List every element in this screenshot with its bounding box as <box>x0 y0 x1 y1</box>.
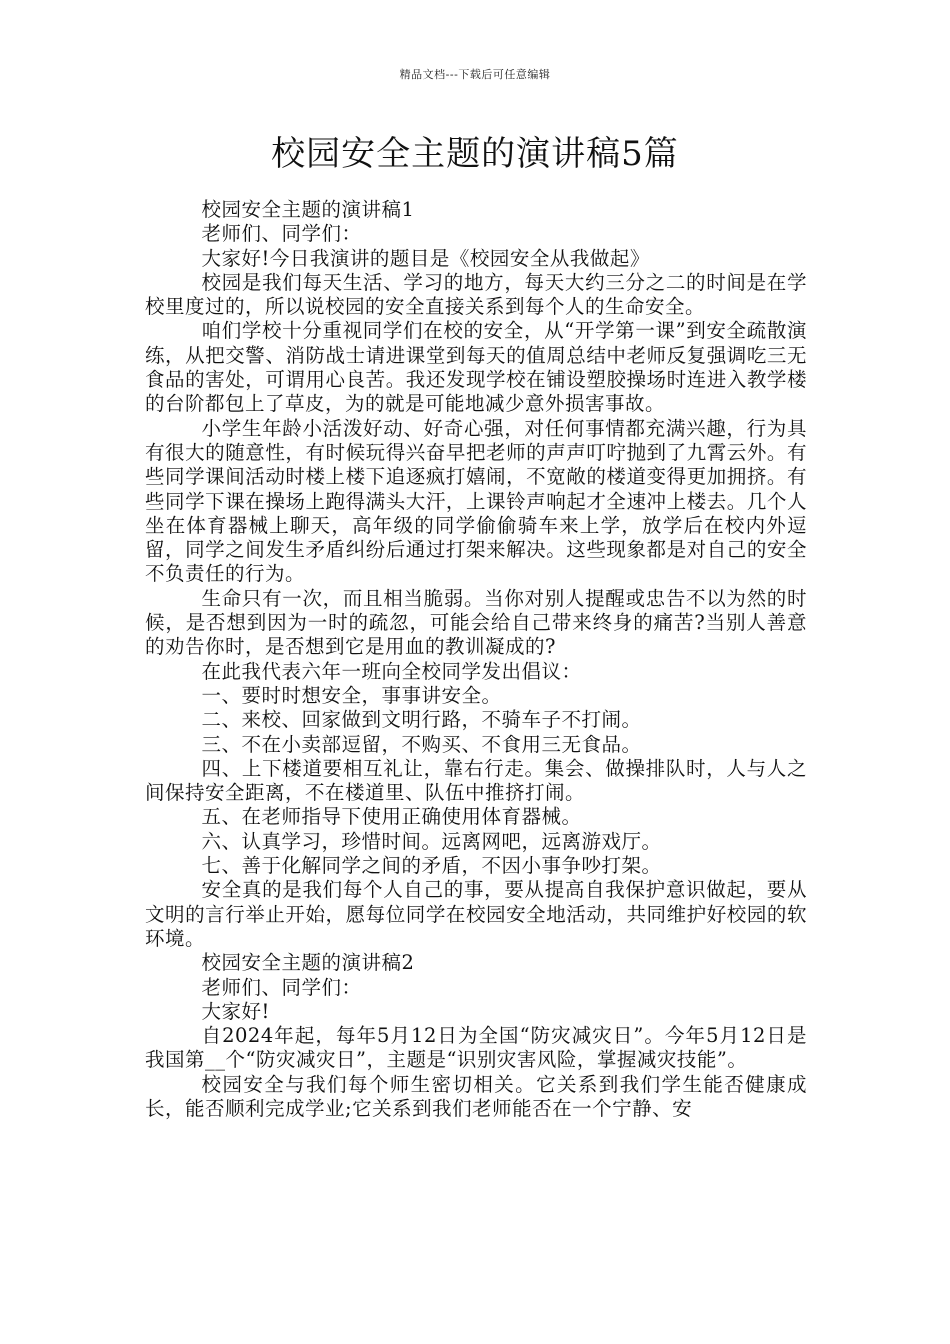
body-paragraph: 生命只有一次，而且相当脆弱。当你对别人提醒或忠告不以为然的时候，是否想到因为一时的疏忽，可能会给自己带来终身的痛苦?当别人善意的劝告你时，是否想到它是用血的教训凝成的? <box>145 586 807 659</box>
proposal-item: 四、上下楼道要相互礼让，靠右行走。集会、做操排队时，人与人之间保持安全距离，不在楼道里、队伍中推挤打闹。 <box>145 756 807 805</box>
document-title: 校园安全主题的演讲稿5篇 <box>271 134 679 174</box>
proposal-item: 五、在老师指导下使用正确使用体育器械。 <box>201 805 582 829</box>
proposal-item: 七、善于化解同学之间的矛盾，不因小事争吵打架。 <box>201 854 662 878</box>
proposal-item: 三、不在小卖部逗留，不购买、不食用三无食品。 <box>201 732 642 756</box>
body-paragraph: 自2024年起，每年5月12日为全国“防灾减灾日”。今年5月12日是我国第__个“防灾减灾日”，主题是“识别灾害风险，掌握减灾技能”。 <box>145 1024 807 1072</box>
proposal-item: 一、要时时想安全，事事讲安全。 <box>201 683 502 707</box>
closing-paragraph: 安全真的是我们每个人自己的事，要从提高自我保护意识做起，要从文明的言行举止开始，愿每位同学在校园安全地活动，共同维护好校园的软环境。 <box>145 878 807 950</box>
opening: 大家好!今日我演讲的题目是《校园安全从我做起》 <box>201 246 650 270</box>
body-paragraph: 校园安全与我们每个师生密切相关。它关系到我们学生能否健康成长，能否顺利完成学业;它关系到我们老师能否在一个宁静、安 <box>145 1072 807 1120</box>
opening: 大家好! <box>201 999 270 1023</box>
speech-2-heading: 校园安全主题的演讲稿2 <box>201 951 415 975</box>
greeting: 老师们、同学们： <box>201 222 362 246</box>
body-paragraph: 校园是我们每天生活、学习的地方，每天大约三分之二的时间是在学校里度过的，所以说校园的安全直接关系到每个人的生命安全。 <box>145 270 807 319</box>
body-paragraph: 小学生年龄小活泼好动、好奇心强，对任何事情都充满兴趣，行为具有很大的随意性，有时候玩得兴奋早把老师的声声叮咛抛到了九霄云外。有些同学课间活动时楼上楼下追逐疯打嬉闹，不宽敞的楼道变得更加拥挤。有些同学下课在操场上跑得满头大汗，上课铃声响起才全速冲上楼去。几个人坐在体育器械上聊天，高年级的同学偷偷骑车来上学，放学后在校内外逗留，同学之间发生矛盾纠纷后通过打架来解决。这些现象都是对自己的安全不负责任的行为。 <box>145 416 807 586</box>
proposal-item: 二、来校、回家做到文明行路，不骑车子不打闹。 <box>201 708 642 732</box>
proposal-item: 六、认真学习，珍惜时间。远离网吧，远离游戏厅。 <box>201 829 662 853</box>
greeting: 老师们、同学们： <box>201 975 362 999</box>
document-body <box>145 198 807 1121</box>
speech-1-heading: 校园安全主题的演讲稿1 <box>201 198 415 221</box>
body-paragraph: 咱们学校十分重视同学们在校的安全，从“开学第一课”到安全疏散演练，从把交警、消防战士请进课堂到每天的值周总结中老师反复强调吃三无食品的害处，可谓用心良苦。我还发现学校在铺设塑胶操场时连进入教学楼的台阶都包上了草皮，为的就是可能地减少意外损害事故。 <box>145 319 807 416</box>
proposal-intro: 在此我代表六年一班向全校同学发出倡议： <box>201 659 582 683</box>
header-note: 精品文档---下载后可任意编辑 <box>399 68 551 81</box>
